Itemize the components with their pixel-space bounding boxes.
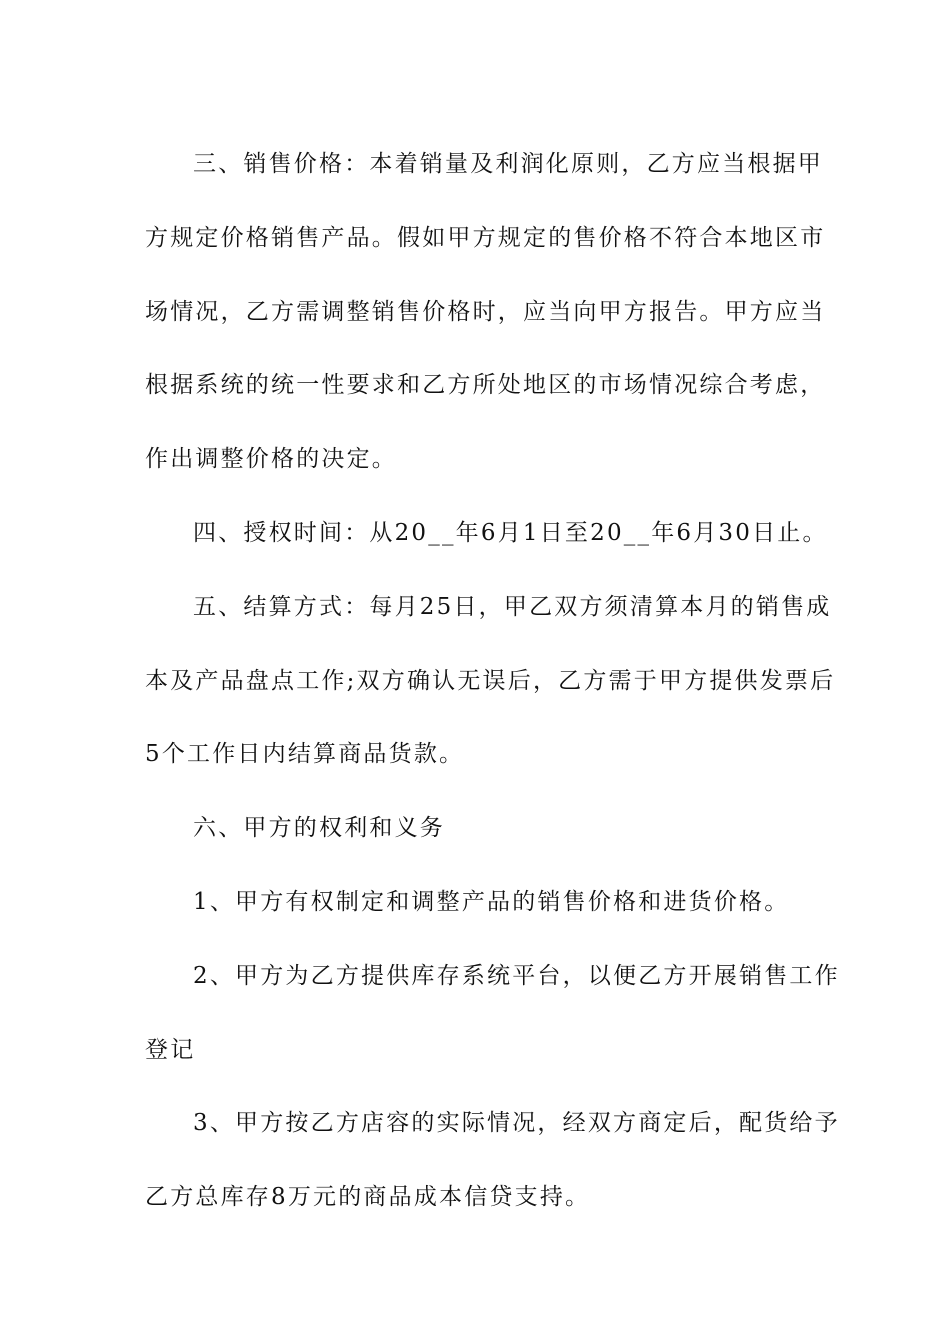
list-item-3 <box>145 1087 840 1235</box>
text-line: 三、销售价格：本着销量及利润化原则，乙方应当根据甲 <box>193 151 823 177</box>
text-line: 登记 <box>145 1036 196 1063</box>
text-line: 乙方总库存8万元的商品成本信贷支持。 <box>145 1184 591 1211</box>
text-line: 根据系统的统一性要求和乙方所处地区的市场情况综合考虑， <box>145 372 826 399</box>
text-line: 1、甲方有权制定和调整产品的销售价格和进货价格。 <box>193 888 790 915</box>
text-line: 2、甲方为乙方提供库存系统平台，以便乙方开展销售工作 <box>193 962 840 989</box>
paragraph-settlement-method <box>145 571 836 792</box>
paragraph-authorization-period <box>145 497 828 571</box>
list-item-1 <box>145 866 807 940</box>
text-line: 五、结算方式：每月25日，甲乙双方须清算本月的销售成 <box>193 593 832 620</box>
text-line: 方规定价格销售产品。假如甲方规定的售价格不符合本地区市 <box>145 224 826 251</box>
document-body <box>145 128 840 1235</box>
list-item-2 <box>145 940 840 1088</box>
section-heading-party-a-rights <box>145 792 807 866</box>
text-line: 3、甲方按乙方店容的实际情况，经双方商定后，配货给予 <box>193 1110 840 1137</box>
text-line: 5个工作日内结算商品货款。 <box>145 741 465 768</box>
text-line: 四、授权时间：从20__年6月1日至20__年6月30日止。 <box>193 519 828 546</box>
text-line: 作出调整价格的决定。 <box>145 446 397 473</box>
text-line: 六、甲方的权利和义务 <box>193 815 445 842</box>
paragraph-sales-price <box>145 128 826 497</box>
text-line: 本及产品盘点工作;双方确认无误后，乙方需于甲方提供发票后 <box>145 667 836 694</box>
text-line: 场情况，乙方需调整销售价格时，应当向甲方报告。甲方应当 <box>145 298 826 325</box>
